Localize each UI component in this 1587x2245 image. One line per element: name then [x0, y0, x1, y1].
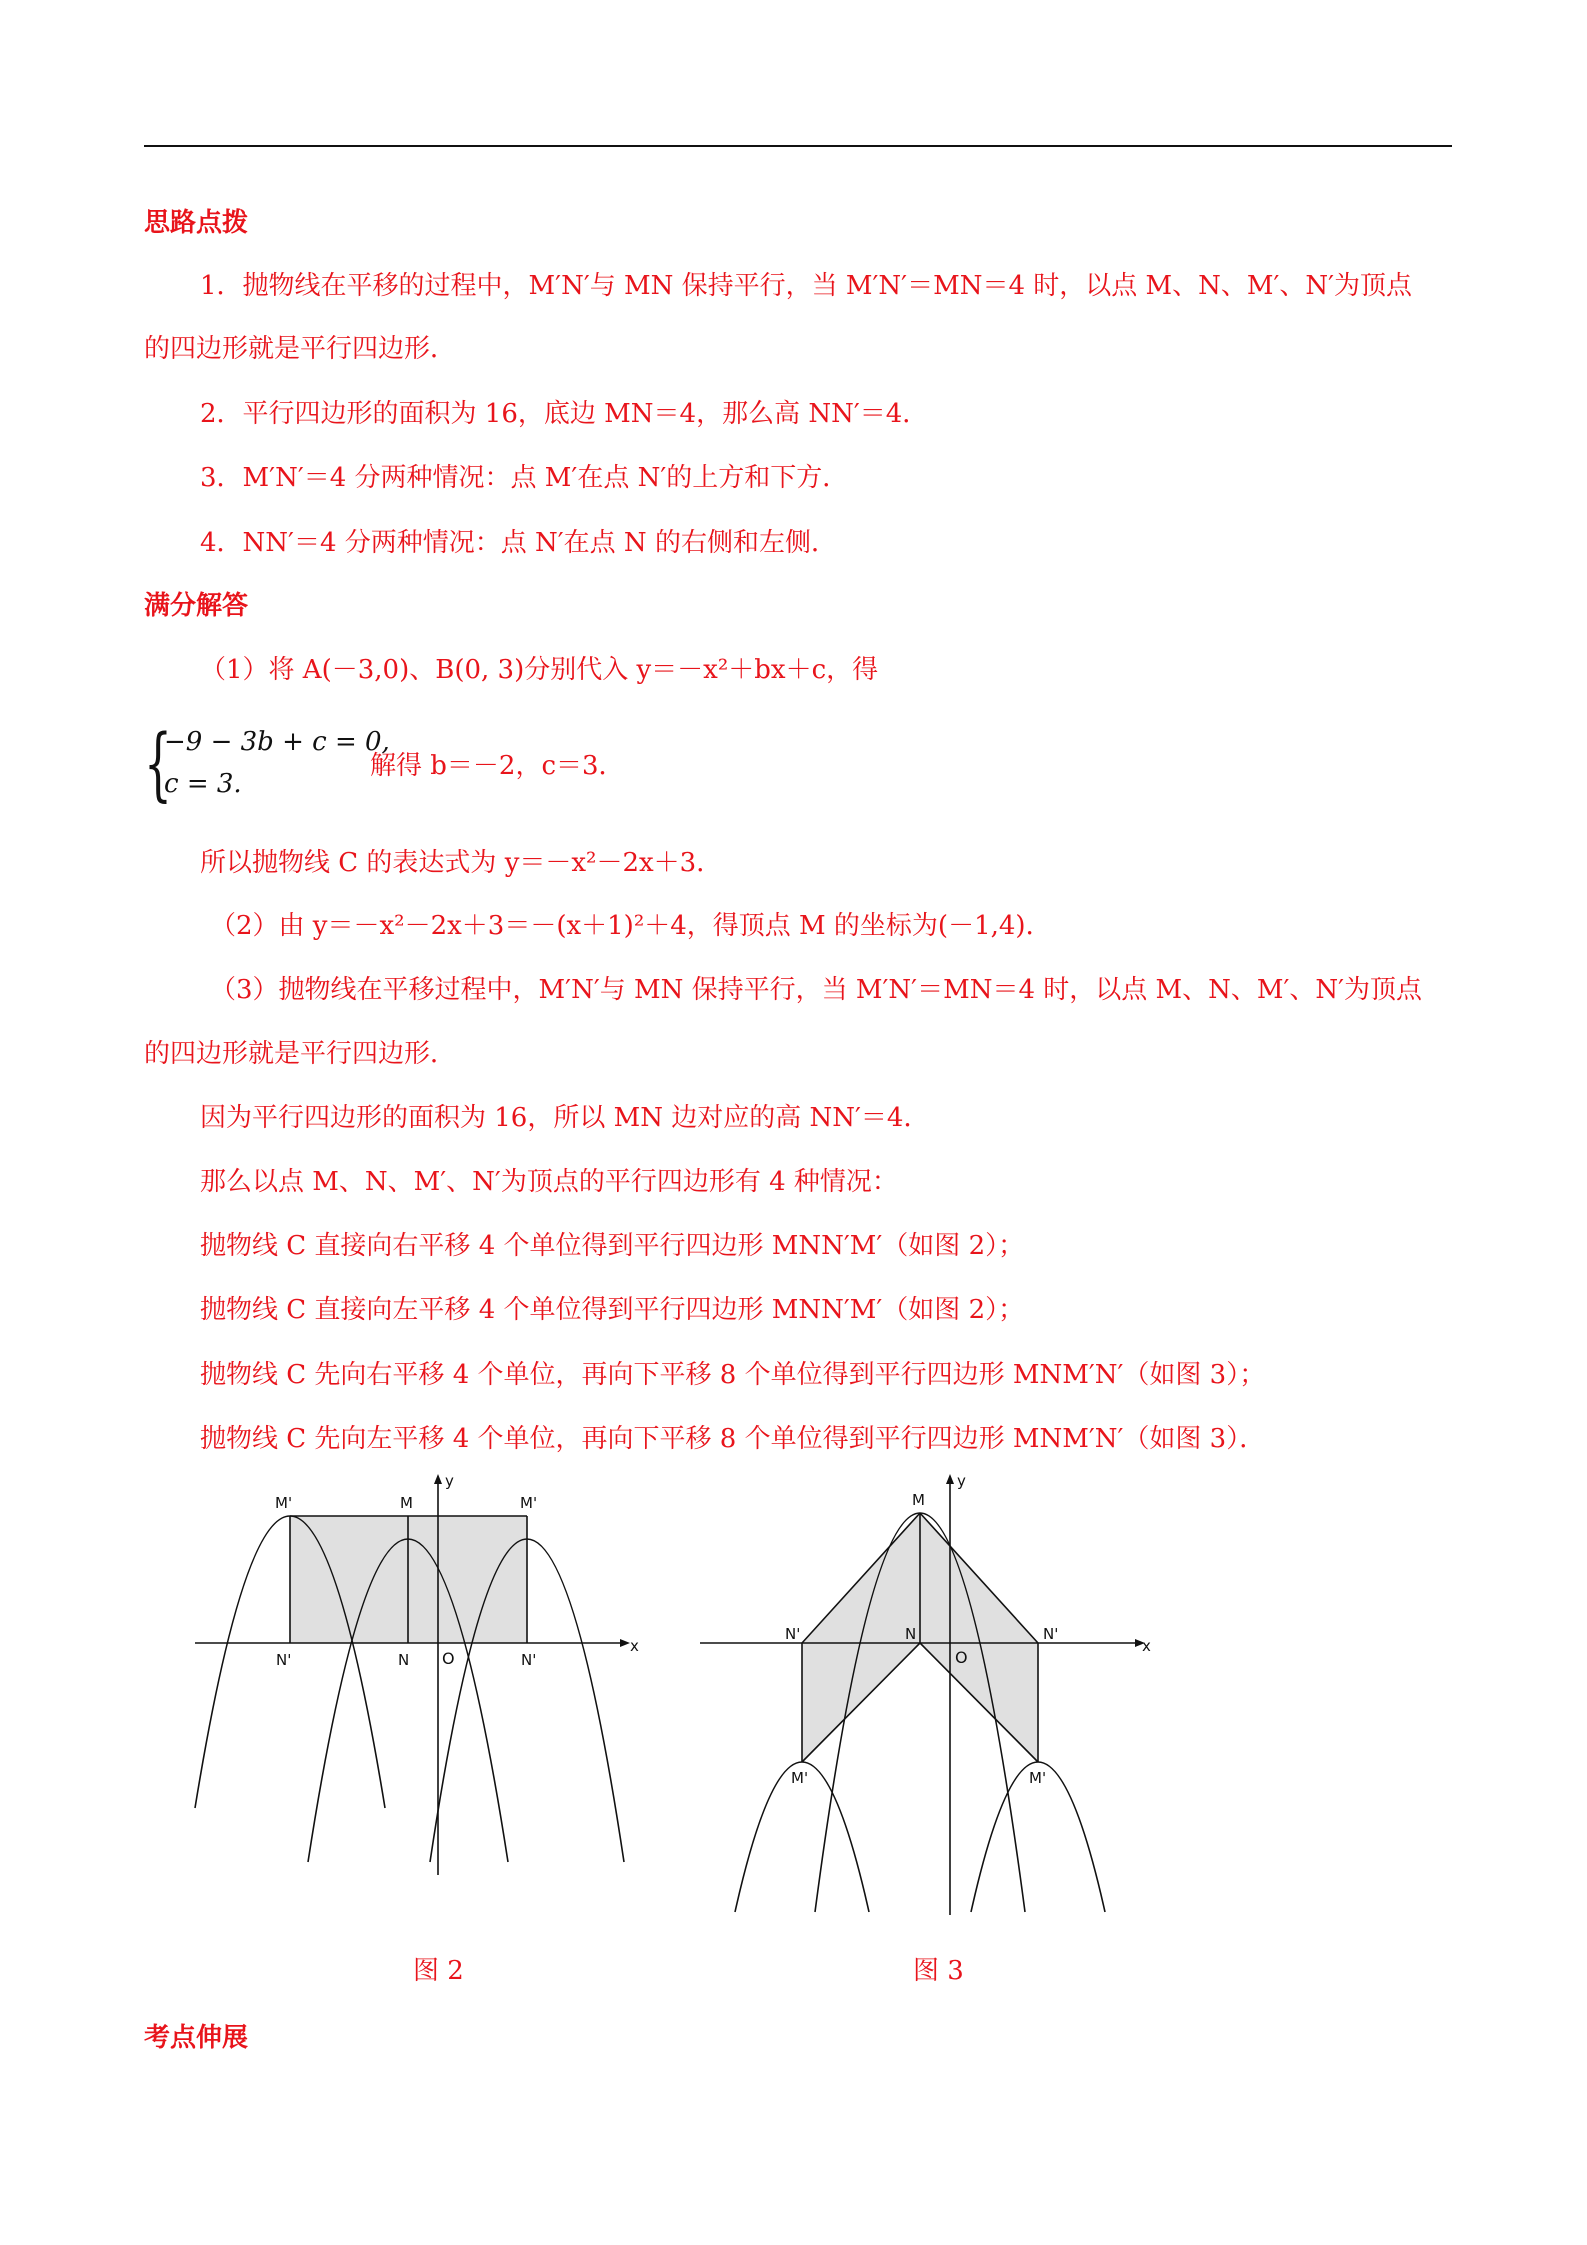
part3-line-3: 因为平行四边形的面积为 16，所以 MN 边对应的高 NN′＝4． [200, 1103, 930, 1133]
answer-heading: 满分解答 [144, 591, 249, 621]
system-equation-2: c = 3. [164, 769, 242, 799]
hint-1-line-2: 的四边形就是平行四边形． [144, 334, 457, 364]
case-1: 抛物线 C 直接向右平移 4 个单位得到平行四边形 MNN′M′（如图 2）； [200, 1231, 1025, 1261]
fig2-label-n-mid: N [398, 1651, 410, 1669]
fig2-label-origin: O [442, 1649, 455, 1668]
part3-line-2: 的四边形就是平行四边形． [144, 1039, 457, 1069]
top-rule [144, 145, 1452, 147]
fig3-y-arrow [946, 1474, 954, 1484]
figure-3-caption: 图 3 [913, 1956, 964, 1986]
part3-line-1: （3）抛物线在平移过程中，M′N′与 MN 保持平行，当 M′N′＝MN＝4 时，以点 M、N、M′、N′为顶点 [210, 975, 1423, 1005]
fig2-label-n-left: N' [276, 1651, 292, 1669]
hint-heading: 思路点拨 [144, 208, 249, 238]
system-brace: { [144, 717, 172, 810]
fig2-label-m-mid: M [400, 1494, 413, 1512]
figure-2-caption: 图 2 [413, 1956, 464, 1986]
fig3-label-n-right: N' [1043, 1625, 1059, 1643]
fig3-label-x: x [1142, 1637, 1151, 1655]
hint-3: 3．M′N′＝4 分两种情况：点 M′在点 N′的上方和下方． [200, 463, 849, 493]
fig2-y-arrow [434, 1474, 442, 1484]
figure-2 [190, 1470, 650, 1890]
fig3-label-m-left: M' [791, 1769, 809, 1787]
fig3-label-m-top: M [912, 1491, 925, 1509]
figure-3 [695, 1470, 1165, 1930]
fig2-x-arrow [620, 1639, 630, 1647]
case-2: 抛物线 C 直接向左平移 4 个单位得到平行四边形 MNN′M′（如图 2）； [200, 1295, 1025, 1325]
hint-2: 2．平行四边形的面积为 16，底边 MN＝4，那么高 NN′＝4． [200, 399, 929, 429]
hint-4: 4．NN′＝4 分两种情况：点 N′在点 N 的右侧和左侧． [200, 528, 837, 558]
part1-intro: （1）将 A(－3,0)、B(0, 3)分别代入 y＝－x²＋bx＋c，得 [200, 655, 879, 685]
part2: （2）由 y＝－x²－2x＋3＝－(x＋1)²＋4，得顶点 M 的坐标为(－1,4)． [210, 911, 1052, 941]
extend-heading: 考点伸展 [144, 2023, 249, 2053]
solve-result: 解得 b＝－2，c＝3． [370, 751, 625, 781]
fig2-label-n-right: N' [521, 1651, 537, 1669]
fig3-label-n-mid: N [905, 1625, 917, 1643]
fig2-label-y: y [445, 1472, 454, 1490]
hint-1-line-1: 1．抛物线在平移的过程中，M′N′与 MN 保持平行，当 M′N′＝MN＝4 时，以点 M、N、M′、N′为顶点 [200, 271, 1413, 301]
fig3-label-n-left: N' [785, 1625, 801, 1643]
fig3-label-y: y [957, 1472, 966, 1490]
case-4: 抛物线 C 先向左平移 4 个单位，再向下平移 8 个单位得到平行四边形 MNM′N′（如图 3）． [200, 1424, 1266, 1454]
fig2-label-m-left: M' [275, 1494, 293, 1512]
part1-result: 所以抛物线 C 的表达式为 y＝－x²－2x＋3． [200, 848, 723, 878]
fig2-label-m-right: M' [520, 1494, 538, 1512]
part3-line-4: 那么以点 M、N、M′、N′为顶点的平行四边形有 4 种情况： [200, 1167, 898, 1197]
system-equation-1: −9 − 3b + c = 0, [164, 727, 390, 757]
fig3-label-origin: O [955, 1648, 968, 1667]
case-3: 抛物线 C 先向右平移 4 个单位，再向下平移 8 个单位得到平行四边形 MNM′N′（如图 3）； [200, 1360, 1266, 1390]
fig3-label-m-right: M' [1029, 1769, 1047, 1787]
fig2-label-x: x [630, 1637, 639, 1655]
